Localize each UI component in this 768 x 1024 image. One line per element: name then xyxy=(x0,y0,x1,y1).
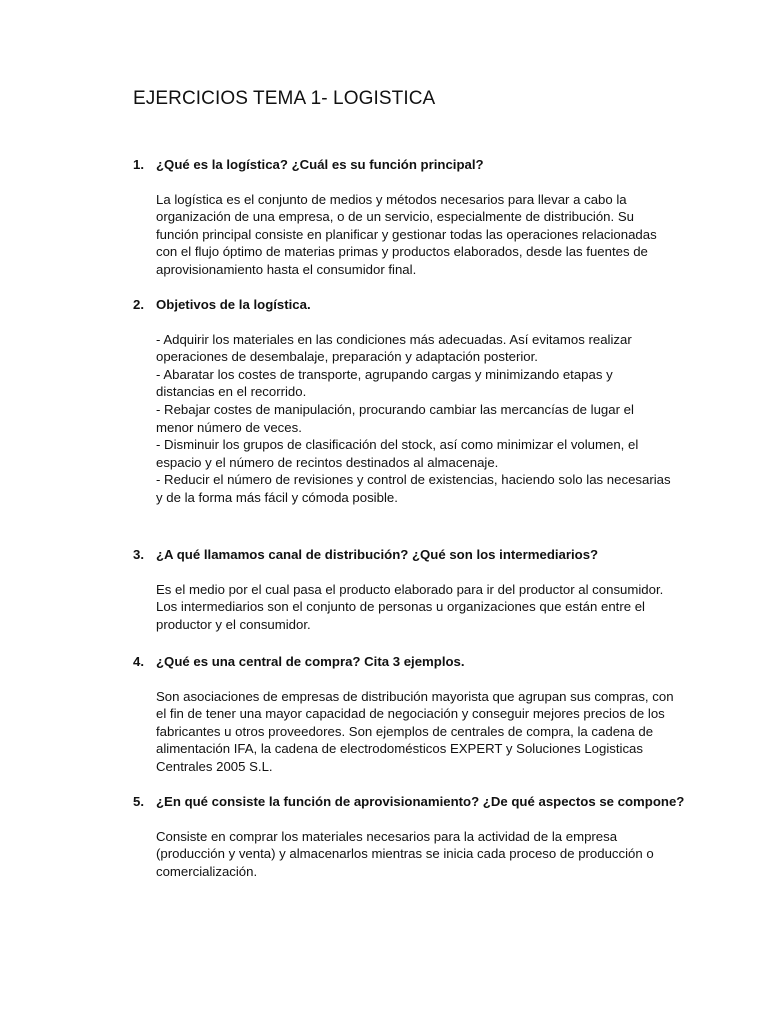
answer-line: distancias en el recorrido. xyxy=(156,384,307,400)
answer-line: aprovisionamiento hasta el consumidor final. xyxy=(156,261,417,277)
answer-line: - Adquirir los materiales en las condiciones más adecuadas. Así evitamos realizar xyxy=(156,331,632,347)
answer-line: Consiste en comprar los materiales necesarios para la actividad de la empresa xyxy=(156,828,618,844)
question-text: Objetivos de la logística. xyxy=(156,297,311,312)
answer-line: - Reducir el número de revisiones y control de existencias, haciendo solo las necesarias xyxy=(156,472,671,488)
question-heading xyxy=(133,296,673,314)
answer-line: función principal consiste en planificar y gestionar todas las operaciones relacionadas xyxy=(156,226,657,242)
question-number: 4. xyxy=(133,654,144,669)
answer-paragraph xyxy=(156,331,673,507)
answer-line: - Disminuir los grupos de clasificación del stock, así como minimizar el volumen, el xyxy=(156,437,639,453)
answer-line: alimentación IFA, la cadena de electrodomésticos EXPERT y Soluciones Logisticas xyxy=(156,741,643,757)
answer-line: Son asociaciones de empresas de distribución mayorista que agrupan sus compras, con xyxy=(156,688,674,704)
question-number: 1. xyxy=(133,157,144,172)
question-text: ¿Qué es la logística? ¿Cuál es su función principal? xyxy=(156,157,484,172)
answer-line: organización de una empresa, o de un servicio, especialmente de distribución. Su xyxy=(156,209,634,225)
answer-line: (producción y venta) y almacenarlos mientras se inicia cada proceso de producción o xyxy=(156,846,654,862)
answer-line: con el flujo óptimo de materias primas y productos elaborados, desde las fuentes de xyxy=(156,244,648,260)
question-1 xyxy=(133,156,673,279)
answer-line: productor y el consumidor. xyxy=(156,616,311,632)
answer-line: operaciones de desembalaje, preparación y adaptación posterior. xyxy=(156,349,538,365)
question-heading xyxy=(133,793,685,811)
question-heading xyxy=(133,653,673,671)
answer-line: y de la forma más fácil y cómoda posible. xyxy=(156,489,398,505)
question-heading xyxy=(133,546,673,564)
question-text: ¿Qué es una central de compra? Cita 3 ejemplos. xyxy=(156,654,465,669)
question-5 xyxy=(133,793,685,880)
answer-line: - Abaratar los costes de transporte, agrupando cargas y minimizando etapas y xyxy=(156,366,613,382)
page-title: EJERCICIOS TEMA 1- LOGISTICA xyxy=(133,88,436,109)
answer-paragraph xyxy=(156,581,673,634)
answer-line: Centrales 2005 S.L. xyxy=(156,758,273,774)
question-number: 3. xyxy=(133,547,144,562)
answer-line: fabricantes u otros proveedores. Son ejemplos de centrales de compra, la cadena de xyxy=(156,723,654,739)
answer-paragraph xyxy=(156,688,673,776)
question-number: 5. xyxy=(133,794,144,809)
question-4 xyxy=(133,653,673,776)
answer-line: Los intermediarios son el conjunto de personas u organizaciones que están entre el xyxy=(156,599,645,615)
answer-line: - Rebajar costes de manipulación, procurando cambiar las mercancías de lugar el xyxy=(156,401,634,417)
question-3 xyxy=(133,546,673,633)
answer-line: comercialización. xyxy=(156,863,258,879)
answer-line: La logística es el conjunto de medios y métodos necesarios para llevar a cabo la xyxy=(156,191,627,207)
answer-line: Es el medio por el cual pasa el producto elaborado para ir del productor al consumidor. xyxy=(156,581,664,597)
question-heading xyxy=(133,156,673,174)
answer-paragraph xyxy=(156,191,673,279)
question-2 xyxy=(133,296,673,507)
answer-line: menor número de veces. xyxy=(156,419,302,435)
answer-line: el fin de tener una mayor capacidad de negociación y conseguir mejores precios de los xyxy=(156,706,665,722)
answer-paragraph xyxy=(156,828,673,881)
question-text: ¿A qué llamamos canal de distribución? ¿Qué son los intermediarios? xyxy=(156,547,599,562)
answer-line: espacio y el número de recintos destinados al almacenaje. xyxy=(156,454,499,470)
question-number: 2. xyxy=(133,297,144,312)
question-text: ¿En qué consiste la función de aprovisionamiento? ¿De qué aspectos se compone? xyxy=(156,794,685,809)
